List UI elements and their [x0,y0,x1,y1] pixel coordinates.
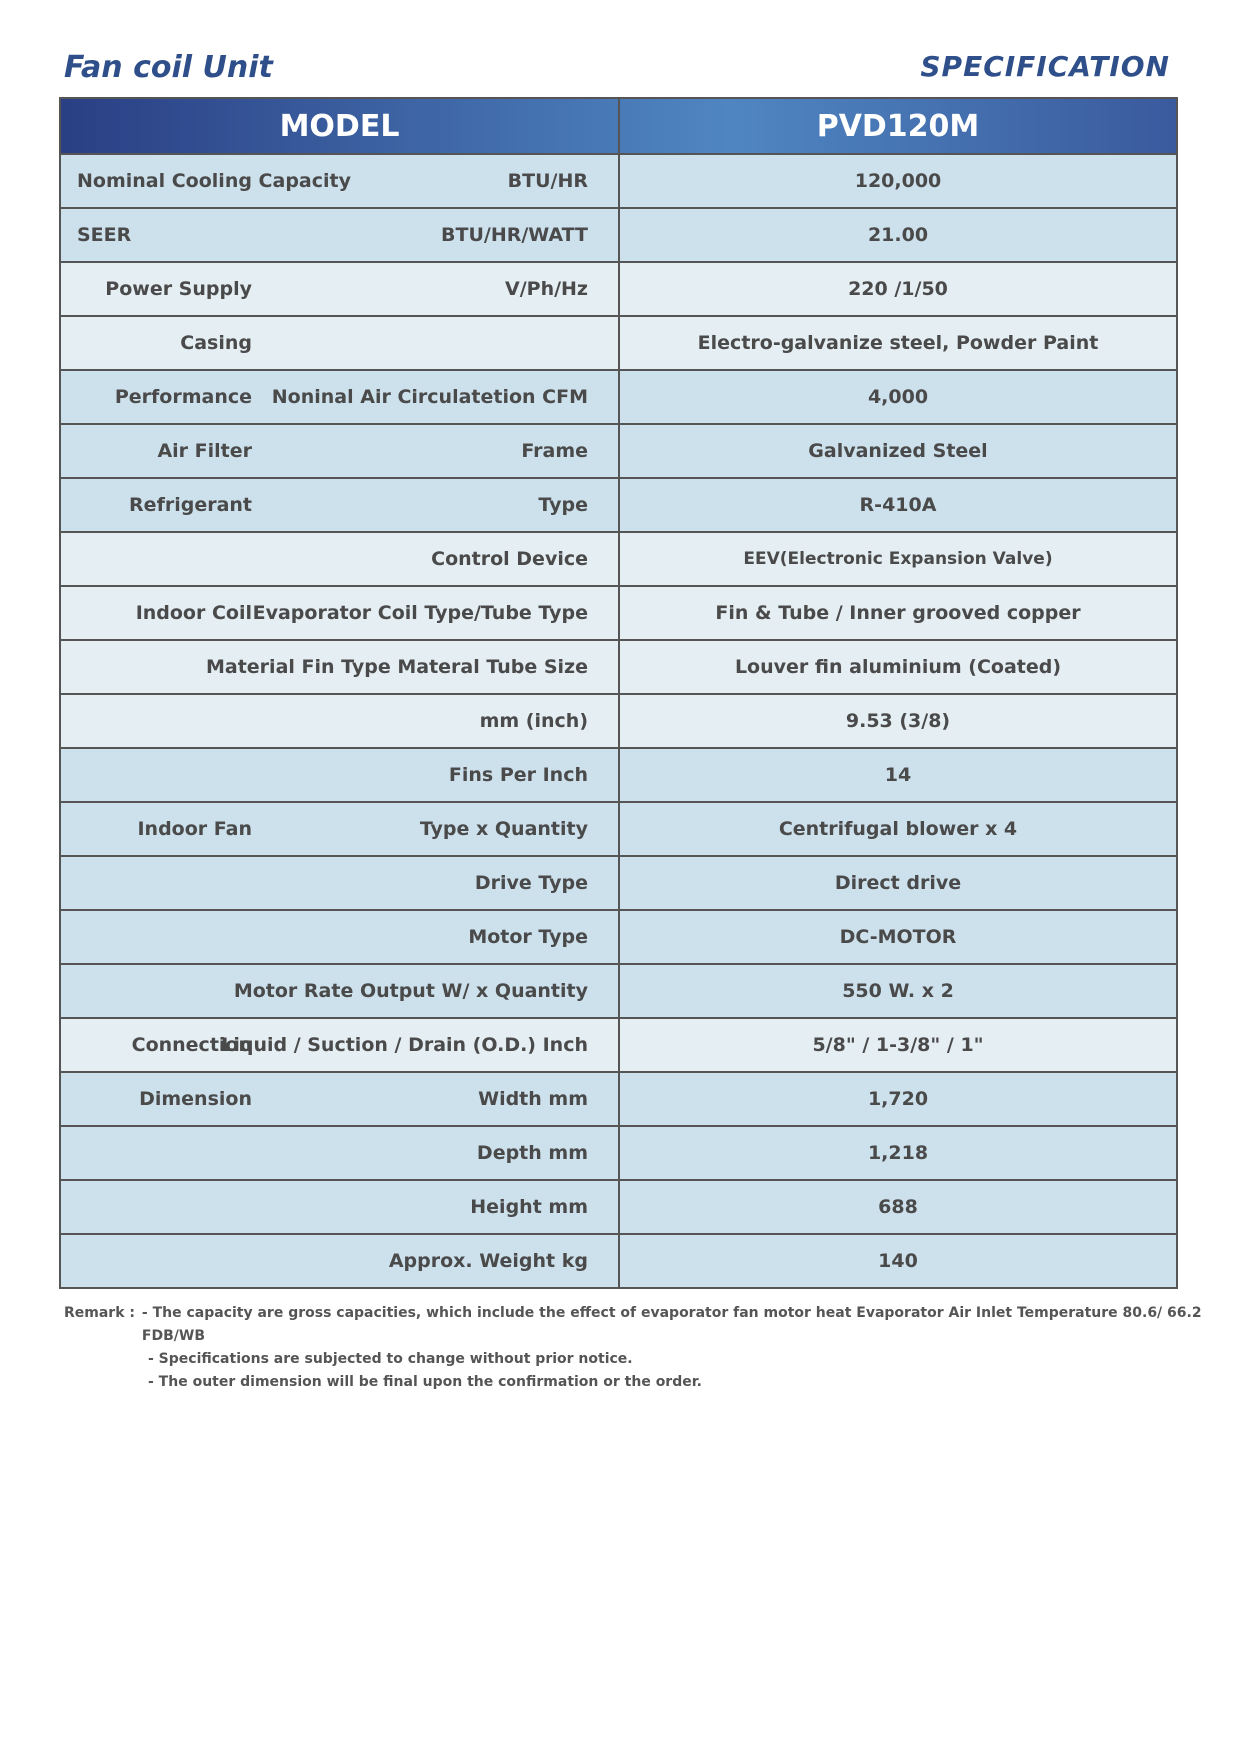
row-unit: mm (inch) [479,710,588,732]
row-label: Power Supply [105,278,252,300]
row-value: Direct drive [834,872,962,894]
row-value: 1,720 [867,1088,929,1110]
row-value: 21.00 [867,224,929,246]
row-label: Refrigerant [129,494,252,516]
table-row [61,749,1176,803]
remark-line: - Specifications are subjected to change without prior notice. [148,1351,633,1367]
row-value: Electro-galvanize steel, Powder Paint [697,332,1099,354]
row-unit: Width mm [478,1088,588,1110]
table-row [61,1073,1176,1127]
row-value: Louver fin aluminium (Coated) [734,656,1062,678]
remark-block [64,1302,1240,1394]
row-value: 9.53 (3/8) [845,710,951,732]
table-row [61,641,1176,695]
row-value: 4,000 [867,386,929,408]
row-label: Dimension [139,1088,252,1110]
table-row [61,1127,1176,1181]
table-row [61,533,1176,587]
table-row [61,965,1176,1019]
row-unit: Height mm [470,1196,588,1218]
row-label: Connection [131,1034,252,1056]
row-unit: Depth mm [476,1142,588,1164]
row-unit: Approx. Weight kg [388,1250,588,1272]
remark-label: Remark : [64,1305,135,1321]
row-unit: Evaporator Coil Type/Tube Type [252,602,588,624]
table-row [61,857,1176,911]
row-value: Centrifugal blower x 4 [778,818,1018,840]
table-row [61,209,1176,263]
row-label: Nominal Cooling Capacity [77,170,351,192]
table-row [61,155,1176,209]
table-row [61,803,1176,857]
table-row [61,1019,1176,1073]
table-row [61,587,1176,641]
table-row [61,911,1176,965]
model-name-header: PVD120M [816,108,980,144]
row-label: Performance [114,386,252,408]
row-label: Indoor Coil [135,602,252,624]
row-unit: Liquid / Suction / Drain (O.D.) Inch [221,1034,588,1056]
row-label: Casing [180,332,252,354]
row-unit: Material Fin Type Materal Tube Size [205,656,588,678]
table-row [61,1235,1176,1287]
row-value: 550 W. x 2 [842,980,954,1002]
remark-line: - The capacity are gross capacities, which include the effect of evaporator fan motor heat Evaporator Air Inlet Temperature 80.6/ 66.2 FDB/WB [141,1305,1202,1344]
table-header-row [61,99,1176,155]
model-header: MODEL [279,108,400,144]
table-row [61,479,1176,533]
row-unit: BTU/HR [507,170,588,192]
row-unit: Control Device [431,548,588,570]
row-value: Fin & Tube / Inner grooved copper [715,602,1081,624]
table-row [61,317,1176,371]
table-row [61,263,1176,317]
table-row [61,425,1176,479]
table-row [61,1181,1176,1235]
row-unit: Motor Rate Output W/ x Quantity [233,980,588,1002]
row-value: R-410A [859,494,937,516]
row-value: 220 /1/50 [848,278,948,300]
row-unit: V/Ph/Hz [505,278,588,300]
row-unit: Drive Type [474,872,588,894]
row-unit: BTU/HR/WATT [441,224,588,246]
row-value: 5/8" / 1-3/8" / 1" [812,1034,984,1056]
row-unit: Noninal Air Circulatetion CFM [271,386,588,408]
row-unit: Fins Per Inch [448,764,588,786]
row-value: Galvanized Steel [808,440,988,462]
table-row [61,695,1176,749]
row-value: 1,218 [867,1142,929,1164]
specification-table [59,97,1178,1289]
row-value: EEV(Electronic Expansion Valve) [743,549,1053,569]
remark-line: - The outer dimension will be final upon the confirmation or the order. [148,1374,702,1390]
row-value: 120,000 [854,170,942,192]
row-value: 14 [884,764,912,786]
row-value: 140 [878,1250,918,1272]
section-title: SPECIFICATION [920,50,1170,83]
row-unit: Type [538,494,588,516]
row-unit: Type x Quantity [419,818,588,840]
row-label: SEER [77,224,132,246]
row-label: Indoor Fan [137,818,252,840]
document-title: Fan coil Unit [64,50,273,85]
row-value: DC-MOTOR [839,926,957,948]
row-value: 688 [878,1196,918,1218]
table-row [61,371,1176,425]
row-unit: Frame [521,440,588,462]
row-unit: Motor Type [468,926,588,948]
row-label: Air Filter [157,440,252,462]
